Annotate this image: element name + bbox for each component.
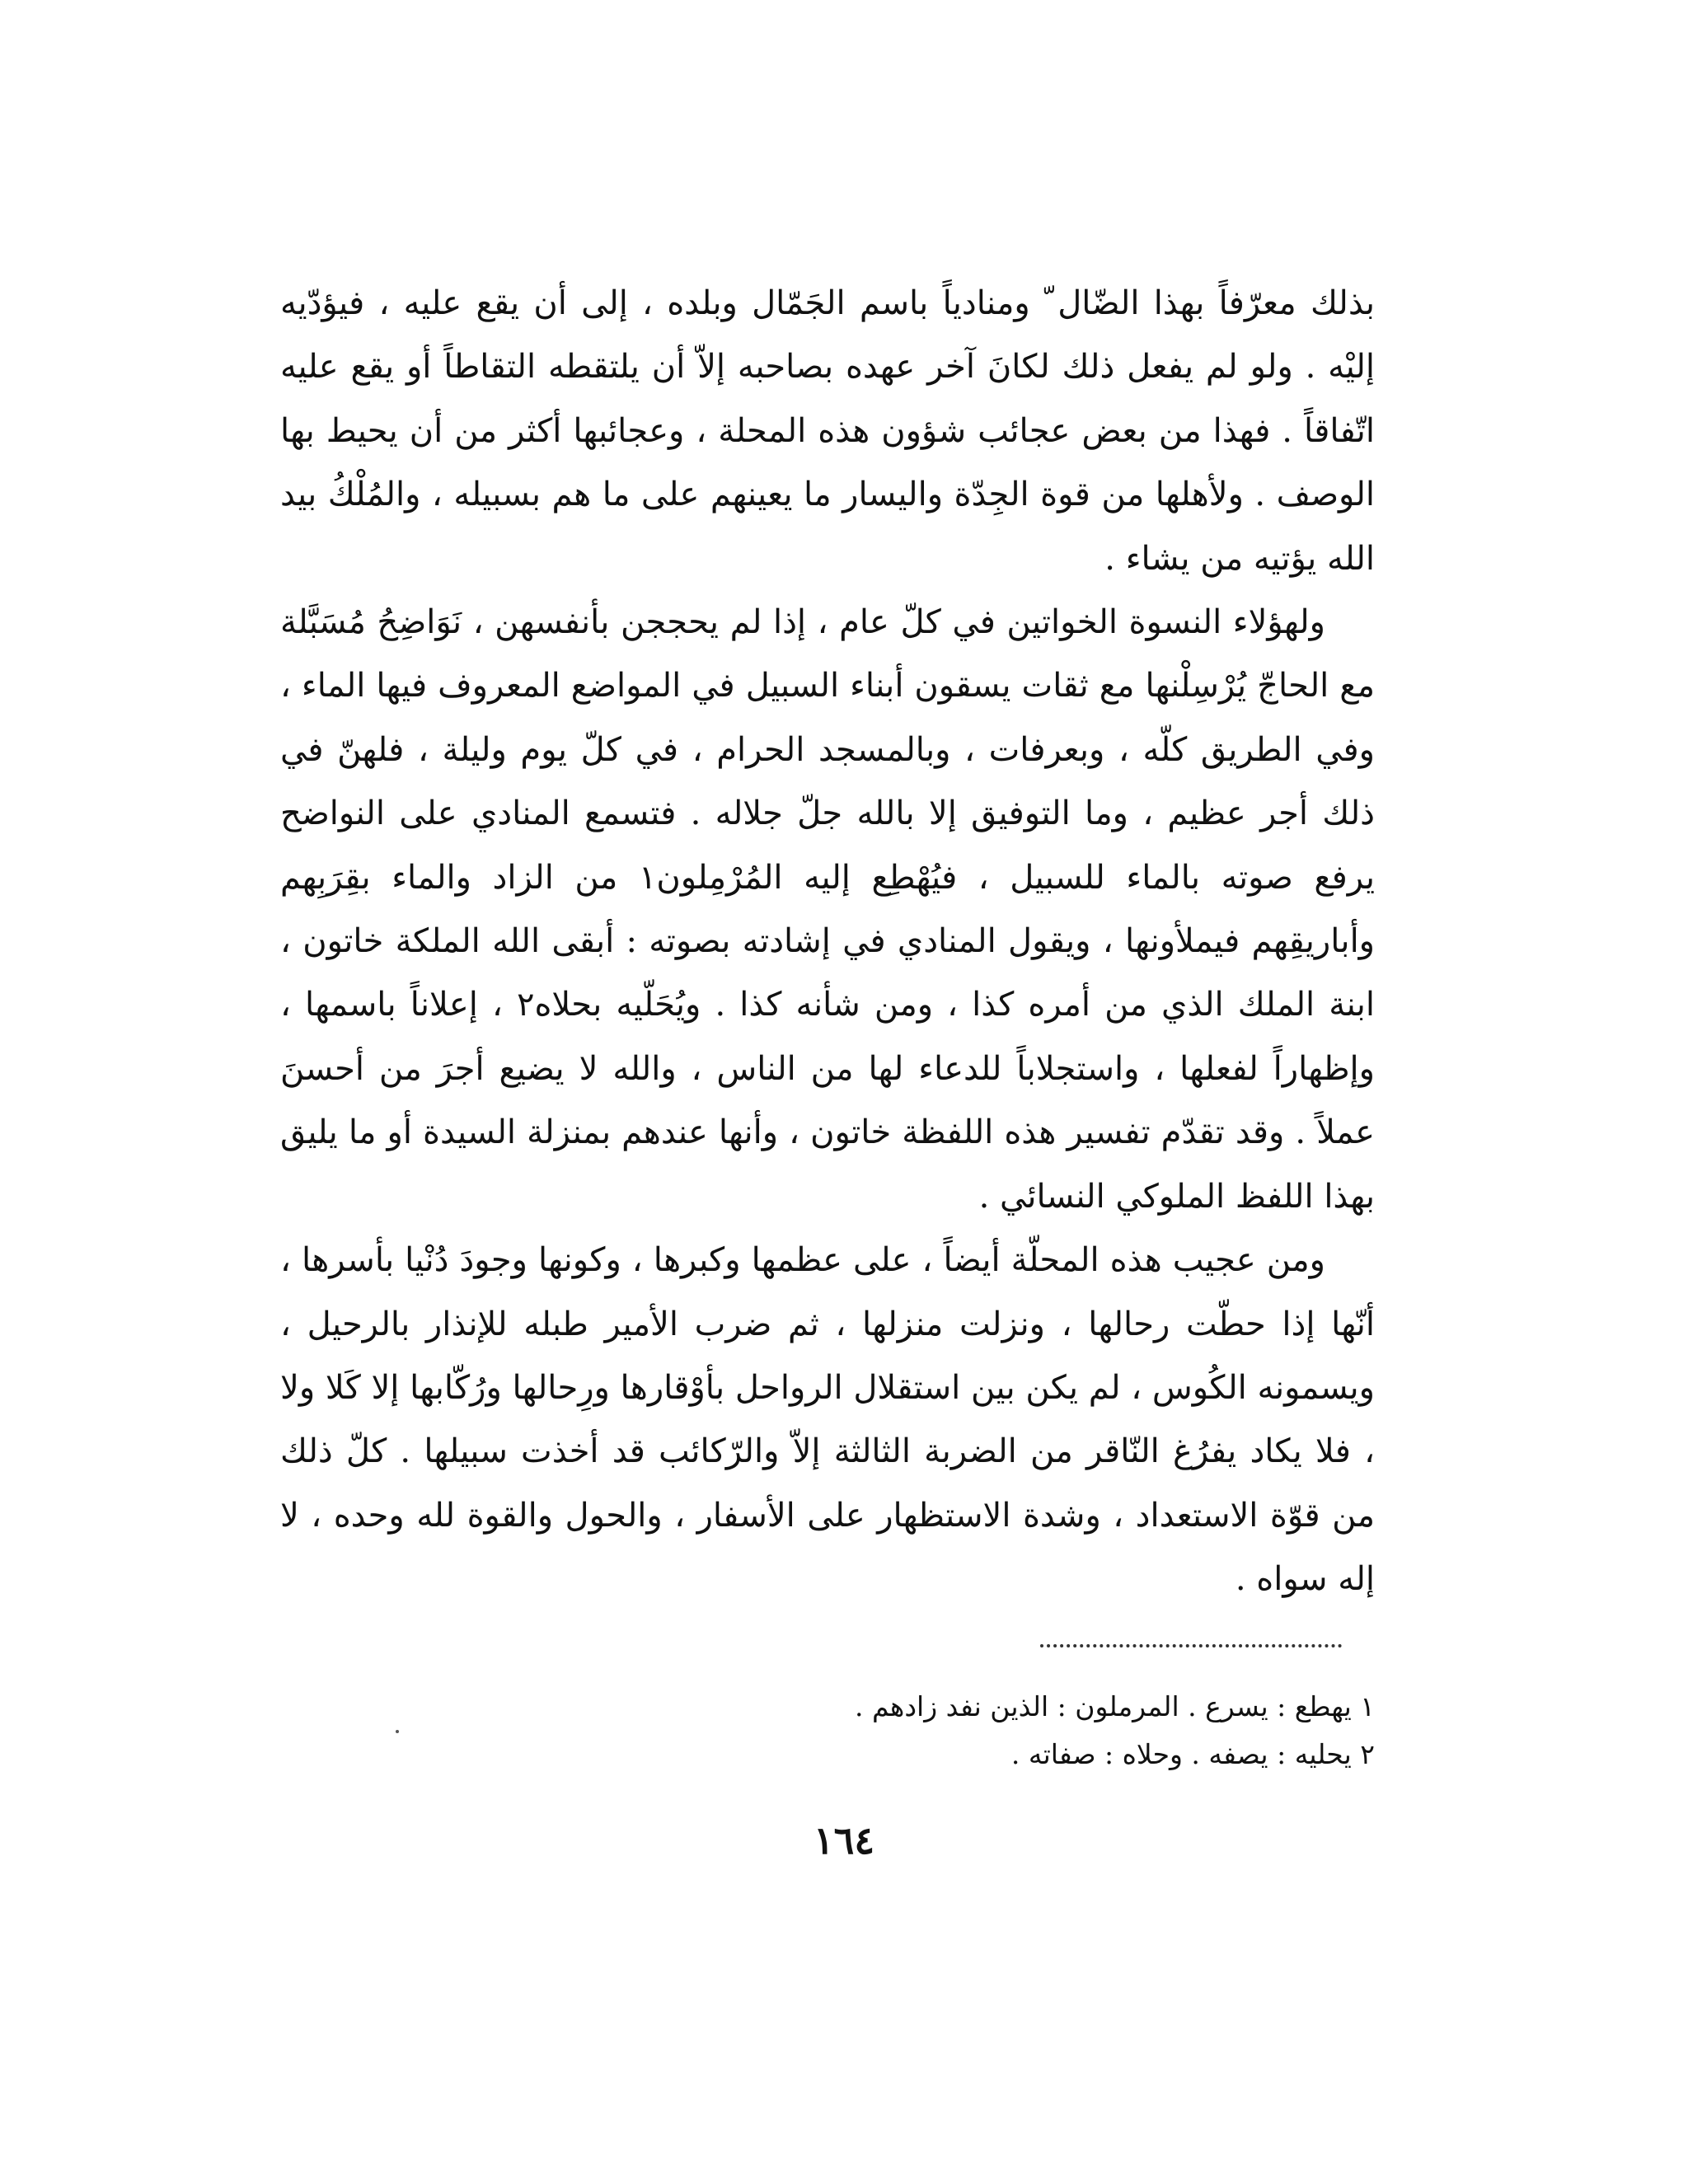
page-number: ١٦٤ <box>813 1818 875 1863</box>
footnotes <box>577 1683 1375 1779</box>
paragraph-3: ومن عجيب هذه المحلّة أيضاً ، على عظمها وكبرها ، وكونها وجودَ دُنْيا بأسرها ، أنّها إذا حطّت رحالها ، ونزلت منزلها ، ثم ضرب الأمير طبله للإنذار بالرحيل ، ويسمونه الكُوس ، لم يكن بين استقلال الرواحل بأوْقارها ورِحالها ورُكّابها إلا كَلا ولا ، فلا يكاد يفرُغ النّاقر من الضربة الثالثة إلاّ والرّكائب قد أخذت سبيلها . كلّ ذلك من قوّة الاستعداد ، وشدة الاستظهار على الأسفار ، والحول والقوة لله وحده ، لا إله سواه . <box>280 1241 1375 1599</box>
footnote-separator <box>1040 1644 1342 1647</box>
footnote-2: ٢ يحليه : يصفه . وحلاه : صفاته . <box>1010 1738 1375 1770</box>
paragraph-1: بذلك معرّفاً بهذا الضّال ّ ومنادياً باسم الجَمّال وبلده ، إلى أن يقع عليه ، فيؤدّيه إليْه . ولو لم يفعل ذلك لكانَ آخر عهده بصاحبه إلاّ أن يلتقطه التقاطاً أو يقع عليه اتّفاقاً . فهذا من بعض عجائب شؤون هذه المحلة ، وعجائبها أكثر من أن يحيط بها الوصف . ولأهلها من قوة الجِدّة واليسار ما يعينهم على ما هم بسبيله ، والمُلْكُ بيد الله يؤتيه من يشاء . <box>280 284 1375 578</box>
paragraph-2: ولهؤلاء النسوة الخواتين في كلّ عام ، إذا لم يحججن بأنفسهن ، نَوَاضِحُ مُسَبَّلة مع الحاجّ يُرْسِلْنها مع ثقات يسقون أبناء السبيل في المواضع المعروف فيها الماء ، وفي الطريق كلّه ، وبعرفات ، وبالمسجد الحرام ، في كلّ يوم وليلة ، فلهنّ في ذلك أجر عظيم ، وما التوفيق إلا بالله جلّ جلاله . فتسمع المنادي على النواضح يرفع صوته بالماء للسبيل ، فيُهْطِع إليه المُرْمِلون١ من الزاد والماء بقِرَبِهم وأباريقِهم فيملأونها ، ويقول المنادي في إشادته بصوته : أبقى الله الملكة خاتون ، ابنة الملك الذي من أمره كذا ، ومن شأنه كذا . ويُحَلّيه بحلاه٢ ، إعلاناً باسمها ، وإظهاراً لفعلها ، واستجلاباً للدعاء لها من الناس ، والله لا يضيع أجرَ من أحسنَ عملاً . وقد تقدّم تفسير هذه اللفظة خاتون ، وأنها عندهم بمنزلة السيدة أو ما يليق بهذا اللفظ الملوكي النسائي . <box>280 603 1375 1216</box>
main-text <box>280 272 1375 1612</box>
scan-speck <box>396 1730 399 1733</box>
footnote-1: ١ يهطع : يسرع . المرملون : الذين نفد زادهم . <box>854 1690 1375 1722</box>
